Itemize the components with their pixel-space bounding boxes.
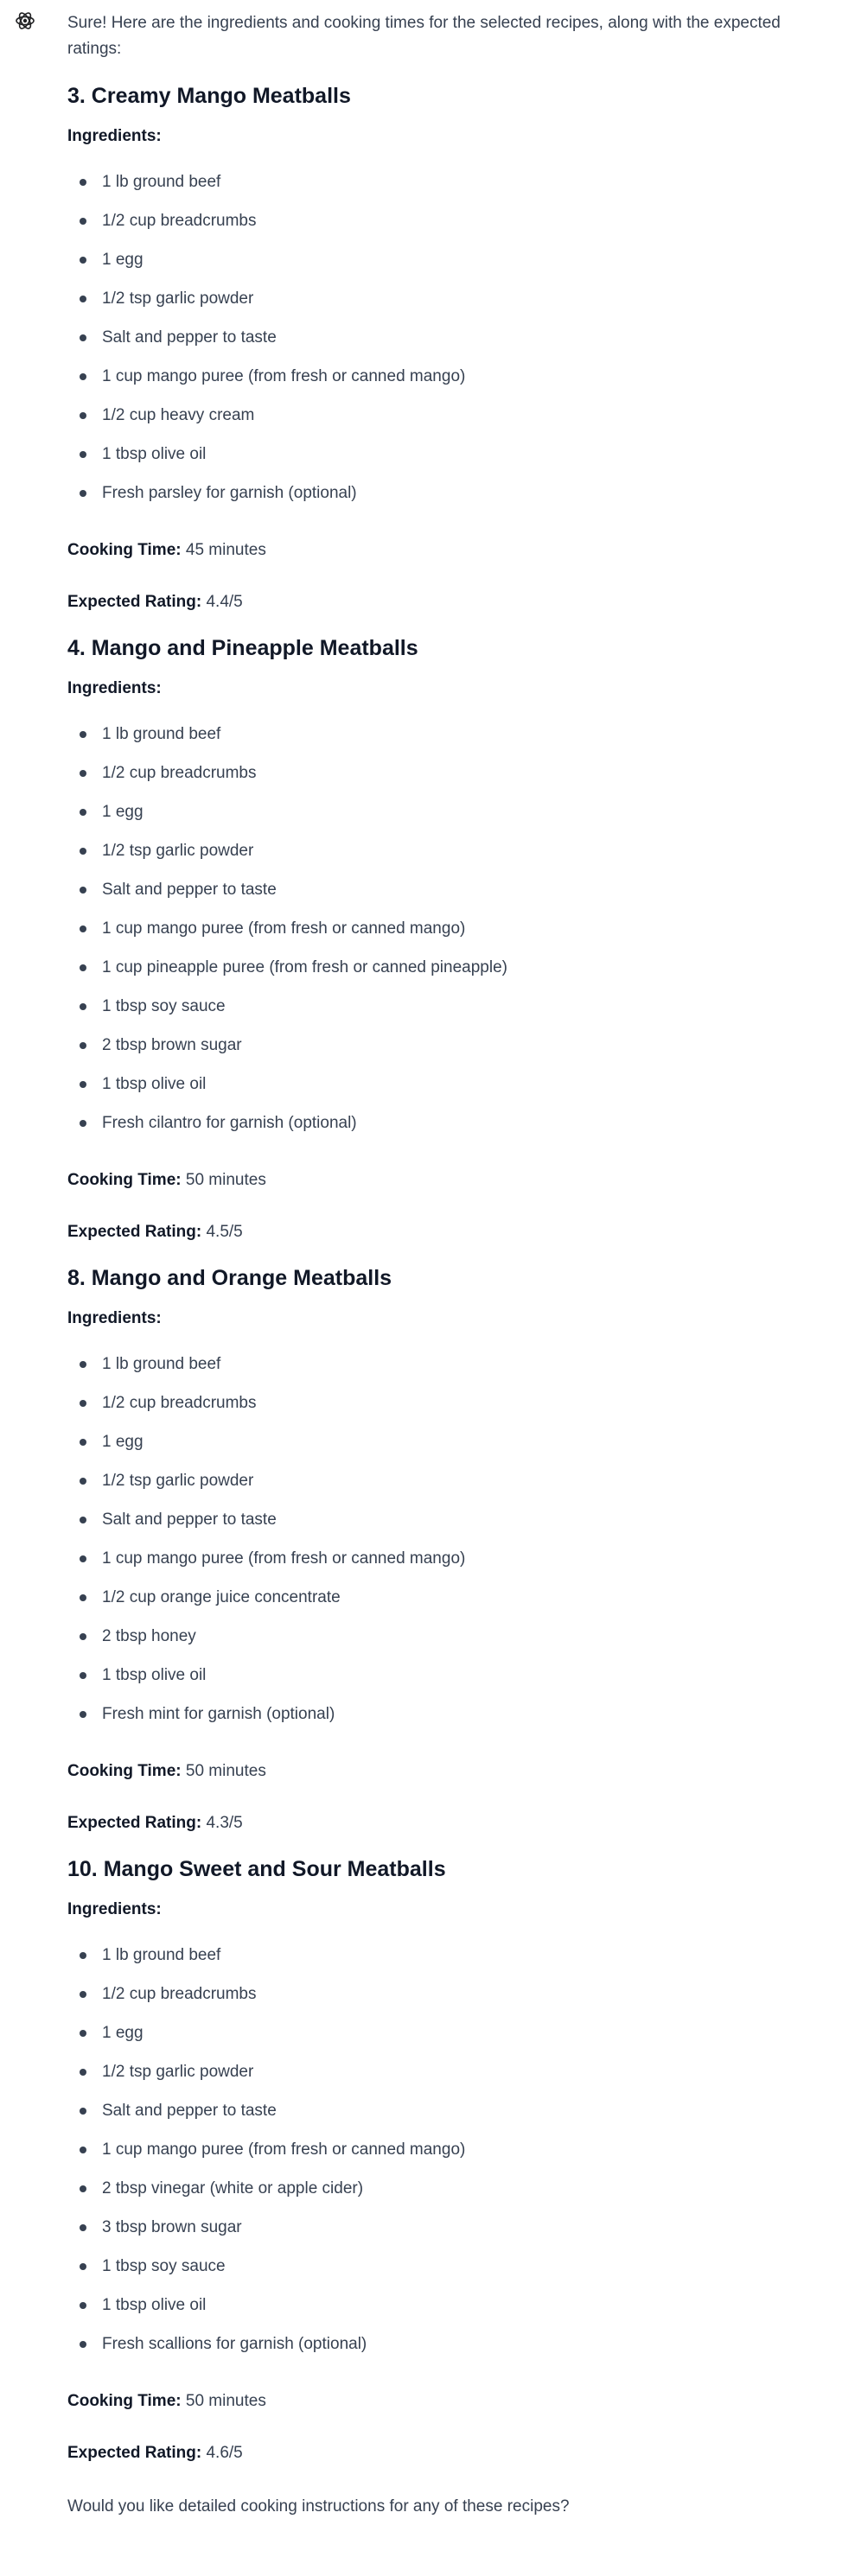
ingredient-text: Fresh cilantro for garnish (optional) (102, 1114, 357, 1132)
bullet-icon (80, 412, 86, 419)
ingredient-text: 1/2 tsp garlic powder (102, 2063, 254, 2081)
ingredient-list (67, 715, 842, 1142)
bullet-icon (80, 964, 86, 971)
bullet-icon (80, 848, 86, 855)
cooking-time (67, 538, 842, 563)
ingredient-item (67, 1422, 842, 1461)
ingredient-text: 1/2 cup breadcrumbs (102, 1985, 257, 2003)
intro-text: Sure! Here are the ingredients and cooking times for the selected recipes, along with the expected ratings: (67, 14, 781, 58)
recipe-section (67, 1263, 842, 1835)
ingredient-text: 1 cup mango puree (from fresh or canned mango) (102, 1549, 466, 1568)
bullet-icon (80, 1120, 86, 1127)
ingredient-item (67, 2013, 842, 2052)
bullet-icon (80, 1439, 86, 1446)
ingredient-item (67, 948, 842, 987)
outro-text: Would you like detailed cooking instructions for any of these recipes? (67, 2497, 570, 2516)
recipe-title: 8. Mango and Orange Meatballs (67, 1266, 392, 1290)
bullet-icon (80, 1400, 86, 1407)
cooking-time-label: Cooking Time: (67, 541, 182, 559)
ingredient-item (67, 987, 842, 1026)
bullet-icon (80, 490, 86, 497)
cooking-time-value: 50 minutes (185, 1171, 266, 1189)
ingredient-text: 1 lb ground beef (102, 1946, 221, 1964)
bullet-icon (80, 731, 86, 738)
cooking-time-label: Cooking Time: (67, 1762, 182, 1780)
cooking-time-value: 50 minutes (185, 1762, 266, 1780)
ingredient-list (67, 1936, 842, 2363)
cooking-time-label: Cooking Time: (67, 1171, 182, 1189)
expected-rating-label: Expected Rating: (67, 2444, 202, 2462)
bullet-icon (80, 1042, 86, 1049)
ingredients-label: Ingredients: (67, 127, 162, 145)
bullet-icon (80, 2185, 86, 2192)
ingredient-text: 1/2 cup breadcrumbs (102, 212, 257, 230)
ingredient-text: 1 tbsp soy sauce (102, 2257, 226, 2275)
expected-rating-label: Expected Rating: (67, 1223, 202, 1241)
cooking-time (67, 1759, 842, 1784)
ingredient-text: 1 lb ground beef (102, 725, 221, 743)
ingredient-item (67, 2208, 842, 2247)
ingredient-item (67, 1383, 842, 1422)
ingredient-text: 2 tbsp honey (102, 1627, 196, 1645)
ingredient-list (67, 1345, 842, 1733)
ingredient-text: 1 tbsp soy sauce (102, 997, 226, 1015)
ingredient-text: 3 tbsp brown sugar (102, 2218, 242, 2236)
ingredient-text: 1/2 cup heavy cream (102, 406, 255, 424)
ingredient-item (67, 357, 842, 396)
expected-rating (67, 1220, 842, 1244)
bullet-icon (80, 334, 86, 341)
ingredient-item (67, 1656, 842, 1695)
bullet-icon (80, 296, 86, 302)
ingredient-text: 1 tbsp olive oil (102, 1666, 207, 1684)
recipe-list (67, 81, 842, 2465)
ingredient-text: Salt and pepper to taste (102, 881, 277, 899)
bullet-icon (80, 770, 86, 777)
bullet-icon (80, 1594, 86, 1601)
ingredient-text: 1 cup pineapple puree (from fresh or canned pineapple) (102, 958, 507, 976)
ingredient-item (67, 2169, 842, 2208)
ingredient-text: 1 cup mango puree (from fresh or canned mango) (102, 367, 466, 385)
bullet-icon (80, 1991, 86, 1998)
bullet-icon (80, 2147, 86, 2153)
ingredient-item (67, 792, 842, 831)
ingredients-label: Ingredients: (67, 1900, 162, 1918)
bullet-icon (80, 809, 86, 816)
bullet-icon (80, 887, 86, 894)
ingredient-item (67, 1539, 842, 1578)
ingredient-item (67, 2286, 842, 2325)
ingredient-text: Salt and pepper to taste (102, 328, 277, 347)
ingredient-item (67, 435, 842, 474)
bullet-icon (80, 925, 86, 932)
ingredient-text: 1/2 tsp garlic powder (102, 1472, 254, 1490)
expected-rating-value: 4.3/5 (206, 1814, 243, 1832)
ingredient-text: 1 egg (102, 1433, 144, 1451)
ingredient-text: 1 tbsp olive oil (102, 1075, 207, 1093)
ingredient-item (67, 1578, 842, 1617)
ingredient-text: 1/2 cup orange juice concentrate (102, 1588, 341, 1606)
ingredient-text: 2 tbsp brown sugar (102, 1036, 242, 1054)
expected-rating-value: 4.4/5 (206, 593, 243, 611)
ingredient-text: 1 cup mango puree (from fresh or canned mango) (102, 919, 466, 938)
expected-rating-value: 4.6/5 (206, 2444, 243, 2462)
ingredient-item (67, 2130, 842, 2169)
ingredient-item (67, 279, 842, 318)
bullet-icon (80, 1555, 86, 1562)
ingredient-item (67, 909, 842, 948)
ingredient-item (67, 2247, 842, 2286)
bullet-icon (80, 2263, 86, 2270)
ingredient-text: 1 egg (102, 251, 144, 269)
bullet-icon (80, 1517, 86, 1523)
bullet-icon (80, 1361, 86, 1368)
bullet-icon (80, 2341, 86, 2348)
ingredient-text: 1 lb ground beef (102, 173, 221, 191)
ingredient-item (67, 1345, 842, 1383)
ingredient-text: Fresh parsley for garnish (optional) (102, 484, 357, 502)
ingredient-text: Fresh mint for garnish (optional) (102, 1705, 335, 1723)
recipe-title: 10. Mango Sweet and Sour Meatballs (67, 1857, 446, 1881)
ingredient-item (67, 474, 842, 512)
recipe-section (67, 81, 842, 614)
ingredient-item (67, 1975, 842, 2013)
ingredient-item (67, 1104, 842, 1142)
ingredient-text: 1 egg (102, 2024, 144, 2042)
bullet-icon (80, 218, 86, 225)
ingredient-item (67, 1461, 842, 1500)
ingredient-text: 1/2 tsp garlic powder (102, 289, 254, 308)
ingredient-text: 1/2 cup breadcrumbs (102, 764, 257, 782)
bullet-icon (80, 373, 86, 380)
ingredient-list (67, 162, 842, 512)
expected-rating (67, 590, 842, 614)
ingredient-item (67, 2091, 842, 2130)
bullet-icon (80, 1478, 86, 1485)
bullet-icon (80, 1952, 86, 1959)
ingredient-text: 2 tbsp vinegar (white or apple cider) (102, 2179, 364, 2198)
expected-rating (67, 2441, 842, 2465)
cooking-time-label: Cooking Time: (67, 2392, 182, 2410)
bullet-icon (80, 1672, 86, 1679)
ingredient-item (67, 754, 842, 792)
ingredient-item (67, 1500, 842, 1539)
ingredient-item (67, 1617, 842, 1656)
ingredient-text: 1/2 cup breadcrumbs (102, 1394, 257, 1412)
ingredient-text: Fresh scallions for garnish (optional) (102, 2335, 367, 2353)
ingredient-item (67, 1065, 842, 1104)
ingredient-text: Salt and pepper to taste (102, 2102, 277, 2120)
bullet-icon (80, 2069, 86, 2076)
bullet-icon (80, 1633, 86, 1640)
bullet-icon (80, 257, 86, 264)
recipe-section (67, 633, 842, 1244)
recipe-title: 4. Mango and Pineapple Meatballs (67, 636, 418, 660)
ingredient-text: 1 egg (102, 803, 144, 821)
ingredient-item (67, 396, 842, 435)
bullet-icon (80, 2302, 86, 2309)
bullet-icon (80, 1003, 86, 1010)
expected-rating (67, 1811, 842, 1835)
bullet-icon (80, 1081, 86, 1088)
bullet-icon (80, 179, 86, 186)
ingredient-item (67, 162, 842, 201)
ingredient-text: 1 tbsp olive oil (102, 445, 207, 463)
bullet-icon (80, 2030, 86, 2037)
bullet-icon (80, 2224, 86, 2231)
ingredient-item (67, 318, 842, 357)
ingredient-item (67, 1936, 842, 1975)
bullet-icon (80, 2108, 86, 2115)
expected-rating-label: Expected Rating: (67, 593, 202, 611)
expected-rating-value: 4.5/5 (206, 1223, 243, 1241)
cooking-time-value: 50 minutes (185, 2392, 266, 2410)
ingredient-text: 1 tbsp olive oil (102, 2296, 207, 2314)
ingredient-item (67, 201, 842, 240)
cooking-time (67, 1168, 842, 1193)
ingredient-text: Salt and pepper to taste (102, 1511, 277, 1529)
ingredient-text: 1/2 tsp garlic powder (102, 842, 254, 860)
bullet-icon (80, 1711, 86, 1718)
ingredient-item (67, 240, 842, 279)
ingredient-text: 1 cup mango puree (from fresh or canned mango) (102, 2140, 466, 2159)
ingredient-item (67, 715, 842, 754)
ingredient-item (67, 831, 842, 870)
recipe-title: 3. Creamy Mango Meatballs (67, 84, 351, 108)
ingredient-item (67, 1026, 842, 1065)
ingredients-label: Ingredients: (67, 1309, 162, 1327)
cooking-time-value: 45 minutes (185, 541, 266, 559)
cooking-time (67, 2389, 842, 2414)
ingredient-item (67, 870, 842, 909)
ingredients-label: Ingredients: (67, 679, 162, 697)
bullet-icon (80, 451, 86, 458)
openai-logo-icon (14, 10, 36, 32)
recipe-section (67, 1854, 842, 2465)
ingredient-item (67, 1695, 842, 1733)
ingredient-item (67, 2052, 842, 2091)
expected-rating-label: Expected Rating: (67, 1814, 202, 1832)
ingredient-item (67, 2325, 842, 2363)
ingredient-text: 1 lb ground beef (102, 1355, 221, 1373)
